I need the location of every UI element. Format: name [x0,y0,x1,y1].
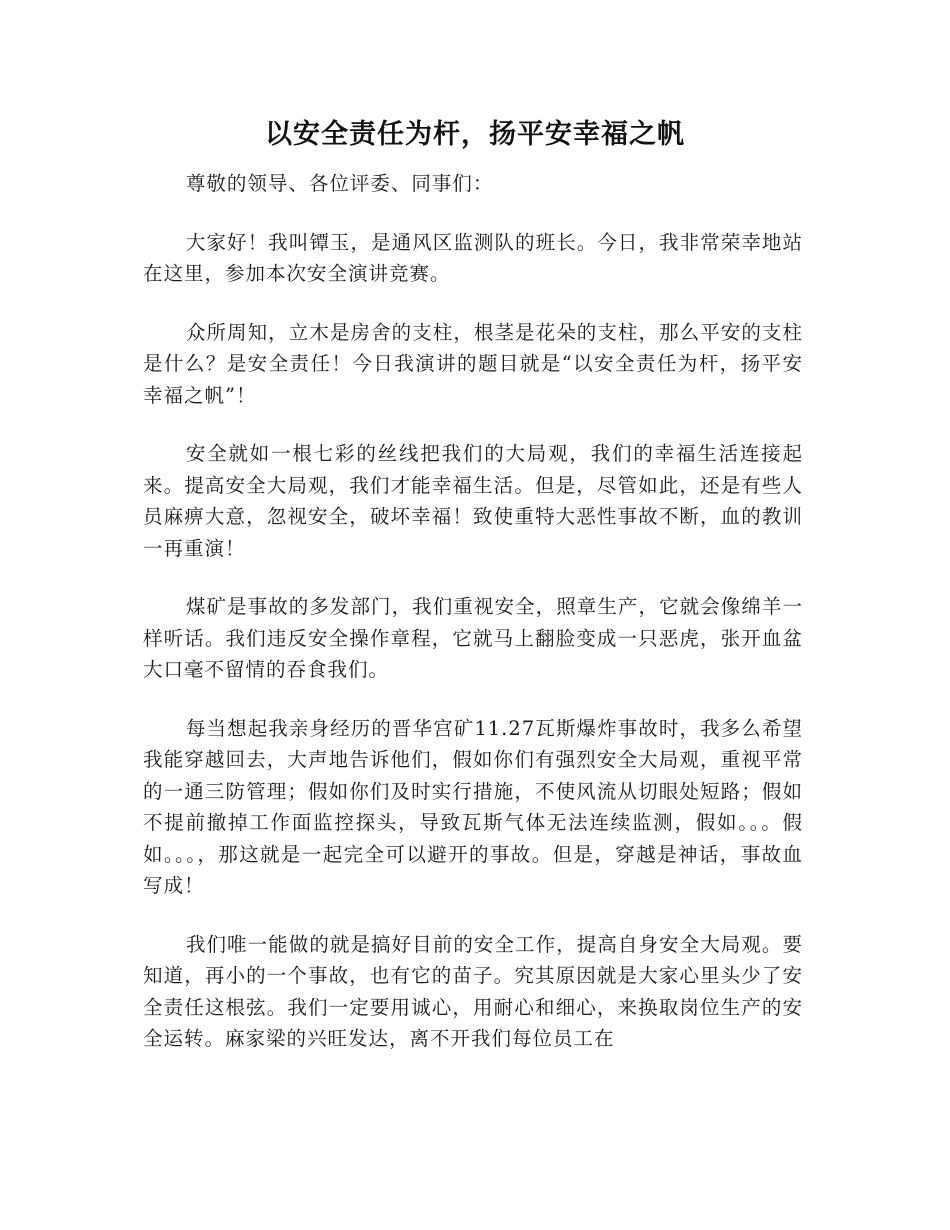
paragraph-greeting: 大家好！我叫镡玉，是通风区监测队的班长。今日，我非常荣幸地站在这里，参加本次安全演讲竞赛。 [143,230,803,285]
paragraph-topic: 众所周知，立木是房舍的支柱，根茎是花朵的支柱，那么平安的支柱是什么？是安全责任！今日我演讲的题目就是“以安全责任为杆，扬平安幸福之帆”！ [143,320,803,407]
paragraph-responsibility: 我们唯一能做的就是搞好目前的安全工作，提高自身安全大局观。要知道，再小的一个事故，也有它的苗子。究其原因就是大家心里头少了安全责任这根弦。我们一定要用诚心，用耐心和细心，来换取岗位生产的安全运转。麻家梁的兴旺发达，离不开我们每位员工在 [143,932,803,1050]
paragraph-safety-thread: 安全就如一根七彩的丝线把我们的大局观，我们的幸福生活连接起来。提高安全大局观，我们才能幸福生活。但是，尽管如此，还是有些人员麻痹大意，忽视安全，破坏幸福！致使重特大恶性事故不断，血的教训一再重演！ [143,442,803,560]
paragraph-accident: 每当想起我亲身经历的晋华宫矿11.27瓦斯爆炸事故时，我多么希望我能穿越回去，大声地告诉他们，假如你们有强烈安全大局观，重视平常的一通三防管理；假如你们及时实行措施，不使风流从切眼处短路；假如不提前撤掉工作面监控探头，导致瓦斯气体无法连续监测，假如。。。假如。。。，那这就是一起完全可以避开的事故。但是，穿越是神话，事故血写成！ [143,716,803,897]
paragraph-coal-mine: 煤矿是事故的多发部门，我们重视安全，照章生产，它就会像绵羊一样听话。我们违反安全操作章程，它就马上翻脸变成一只恶虎，张开血盆大口毫不留情的吞食我们。 [143,595,803,681]
paragraph-salutation: 尊敬的领导、各位评委、同事们： [185,172,494,195]
document-body [143,168,803,1082]
document-title: 以安全责任为杆，扬平安幸福之帆 [265,119,685,150]
